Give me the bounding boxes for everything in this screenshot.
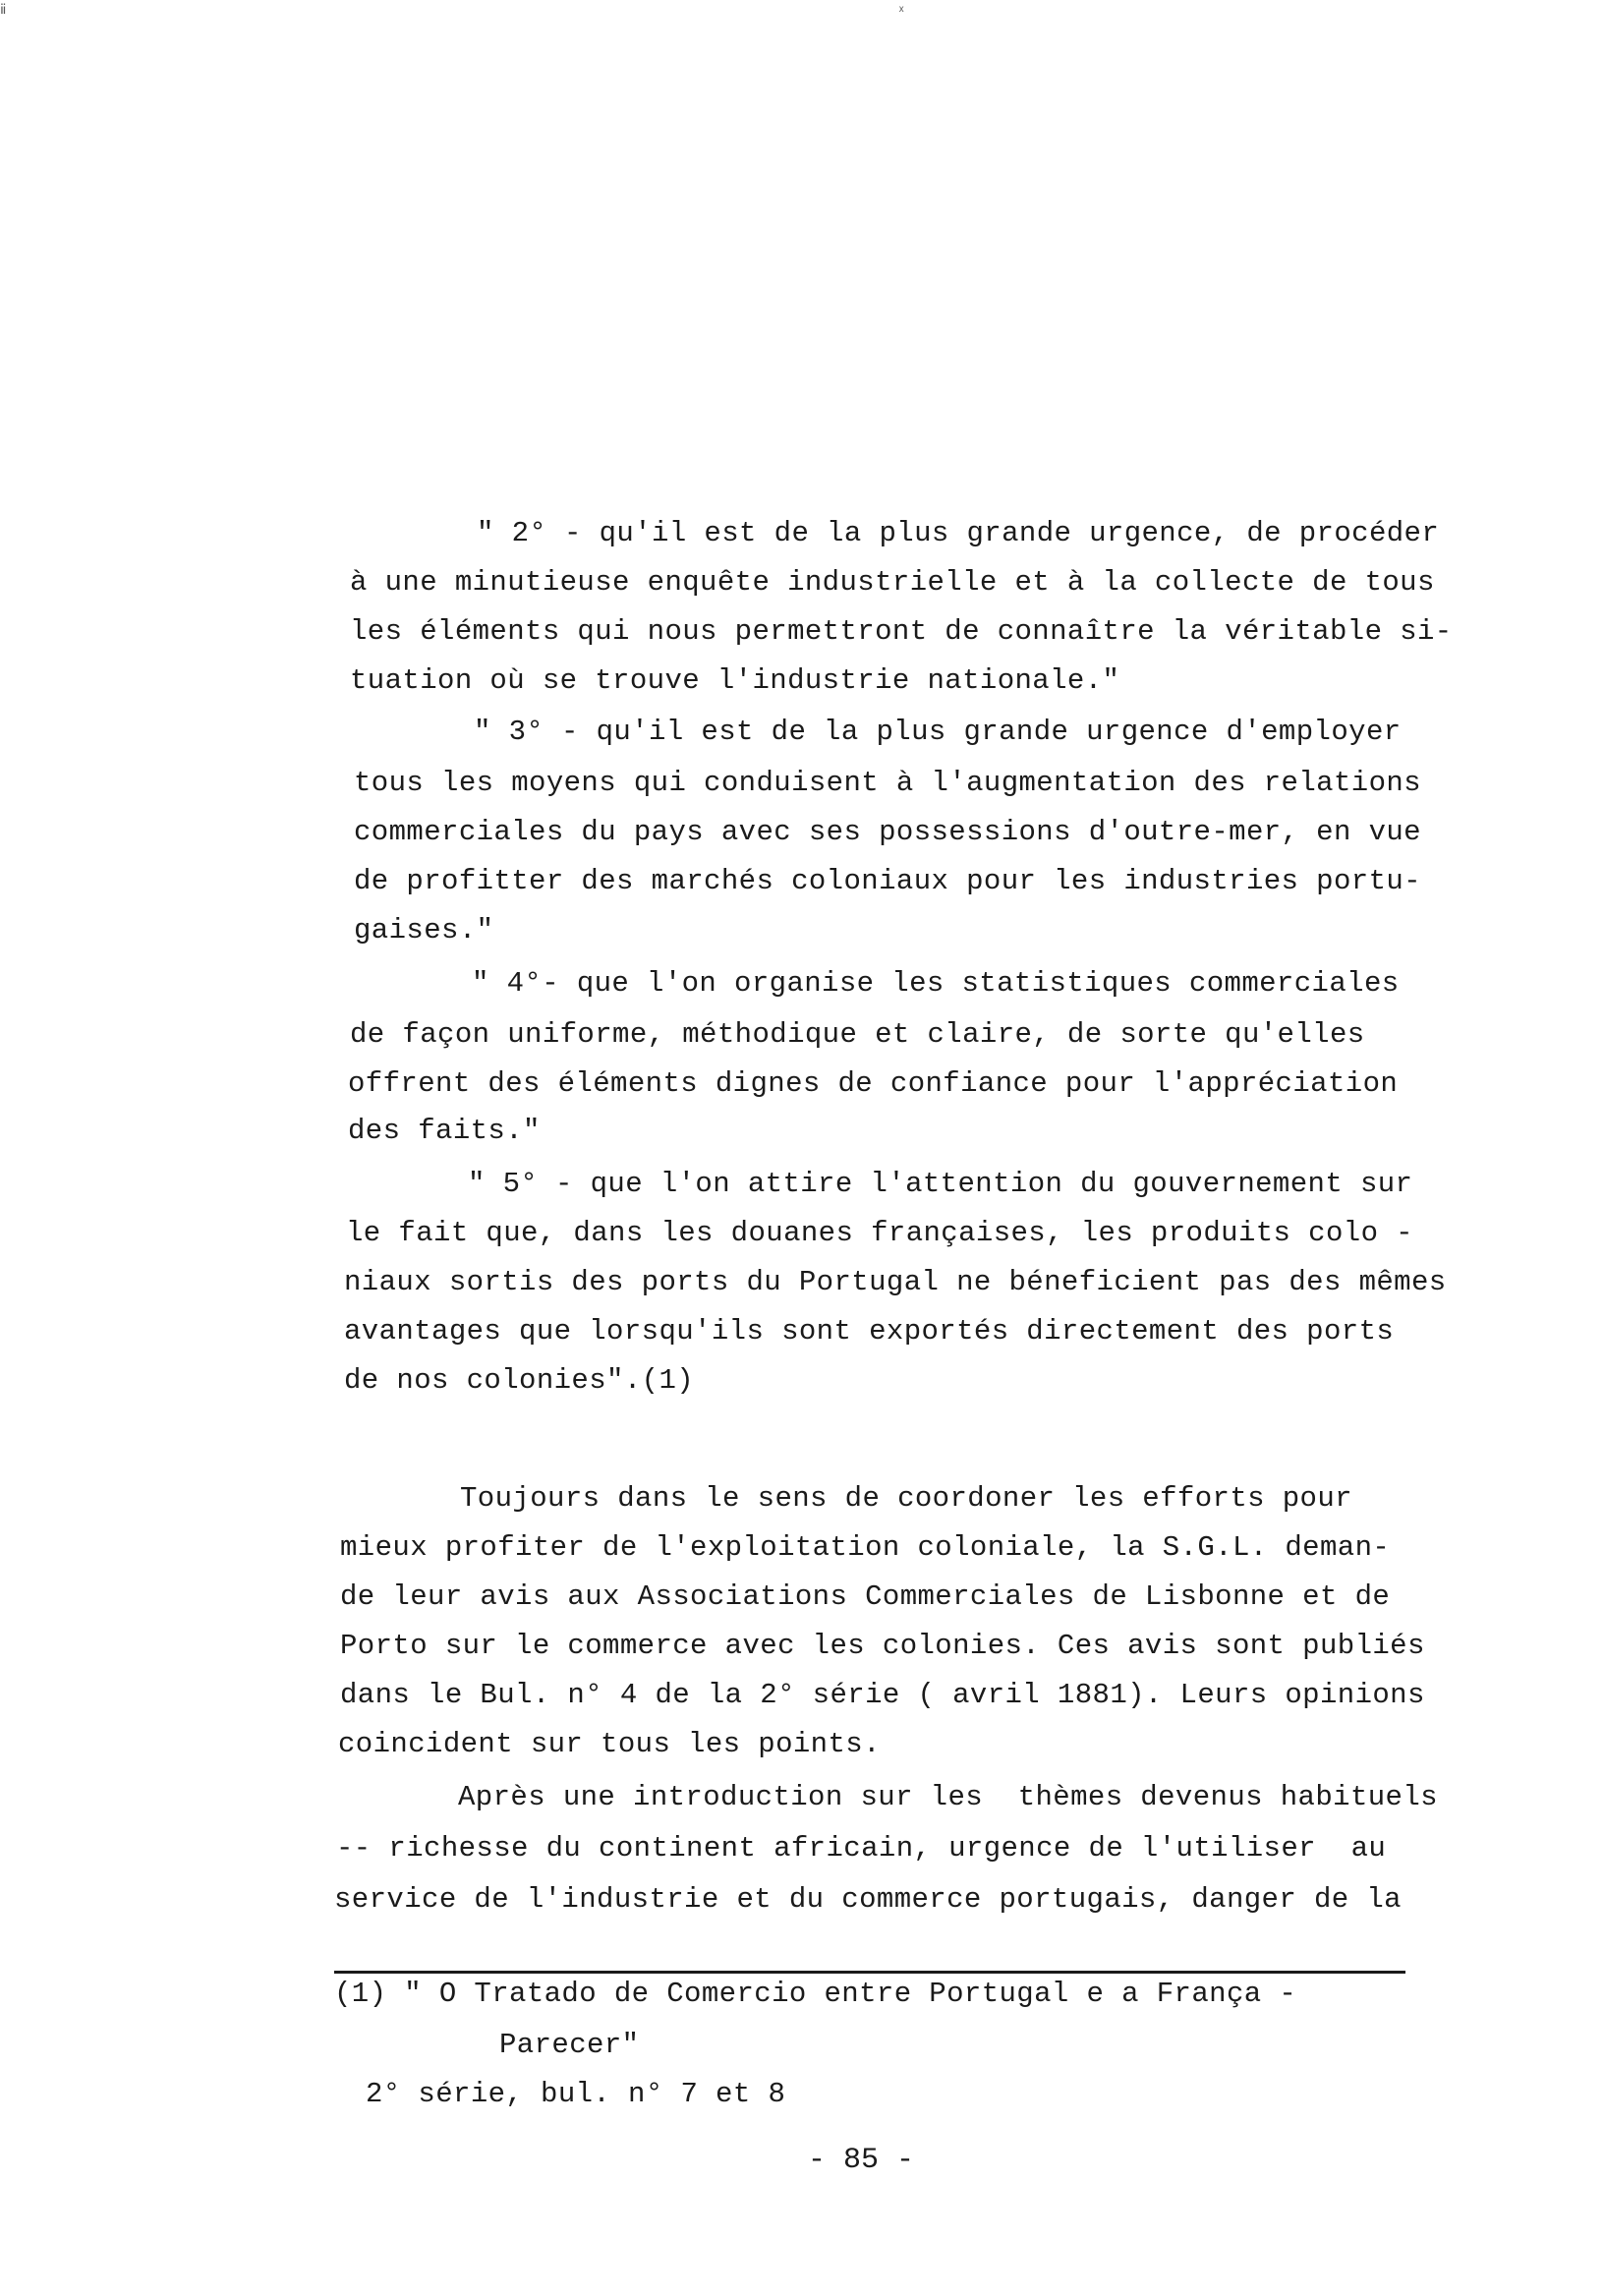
text-line: Après une introduction sur les thèmes devenus habituels (458, 1781, 1438, 1813)
text-line: offrent des éléments dignes de confiance pour l'appréciation (348, 1067, 1399, 1100)
text-line: les éléments qui nous permettront de connaître la véritable si- (350, 615, 1453, 648)
text-line: tuation où se trouve l'industrie nationale." (350, 664, 1120, 697)
text-line: de profitter des marchés coloniaux pour les industries portu- (354, 865, 1421, 897)
text-line: des faits." (348, 1115, 541, 1147)
text-line: Porto sur le commerce avec les colonies. Ces avis sont publiés (340, 1630, 1425, 1662)
text-line: " 5° - que l'on attire l'attention du gouvernement sur (468, 1168, 1413, 1200)
text-line: de nos colonies".(1) (344, 1364, 695, 1397)
text-line: commerciales du pays avec ses possessions d'outre-mer, en vue (354, 816, 1421, 848)
page-number: - 85 - (808, 2144, 915, 2177)
text-line: avantages que lorsqu'ils sont exportés directement des ports (344, 1315, 1395, 1348)
margin-mark: ⅱ (0, 3, 7, 19)
text-line: coincident sur tous les points. (338, 1728, 881, 1760)
text-line: dans le Bul. n° 4 de la 2° série ( avril 1881). Leurs opinions (340, 1679, 1425, 1711)
text-line: service de l'industrie et du commerce portugais, danger de la (334, 1883, 1402, 1916)
footnote-line: (1) " O Tratado de Comercio entre Portugal e a França - (334, 1978, 1297, 2010)
text-line: tous les moyens qui conduisent à l'augmentation des relations (354, 767, 1421, 799)
text-line: de façon uniforme, méthodique et claire, de sorte qu'elles (350, 1018, 1365, 1051)
text-line: mieux profiter de l'exploitation coloniale, la S.G.L. deman- (340, 1531, 1391, 1564)
text-line: de leur avis aux Associations Commerciales de Lisbonne et de (340, 1580, 1391, 1613)
text-line: Toujours dans le sens de coordoner les efforts pour (460, 1482, 1352, 1515)
text-line: " 4°- que l'on organise les statistiques commerciales (472, 967, 1400, 1000)
top-mark: ₓ (897, 0, 906, 16)
text-line: -- richesse du continent africain, urgence de l'utiliser au (336, 1832, 1387, 1865)
footnote-line: Parecer" (499, 2029, 640, 2061)
footnote-divider (334, 1971, 1405, 1974)
text-line: le fait que, dans les douanes françaises, les produits colo - (346, 1217, 1413, 1249)
footnote-line: 2° série, bul. n° 7 et 8 (366, 2078, 786, 2110)
text-line: à une minutieuse enquête industrielle et à la collecte de tous (350, 566, 1435, 599)
text-line: niaux sortis des ports du Portugal ne béneficient pas des mêmes (344, 1266, 1447, 1298)
text-line: " 2° - qu'il est de la plus grande urgence, de procéder (477, 517, 1440, 549)
text-line: " 3° - qu'il est de la plus grande urgence d'employer (474, 716, 1402, 748)
text-line: gaises." (354, 914, 494, 947)
